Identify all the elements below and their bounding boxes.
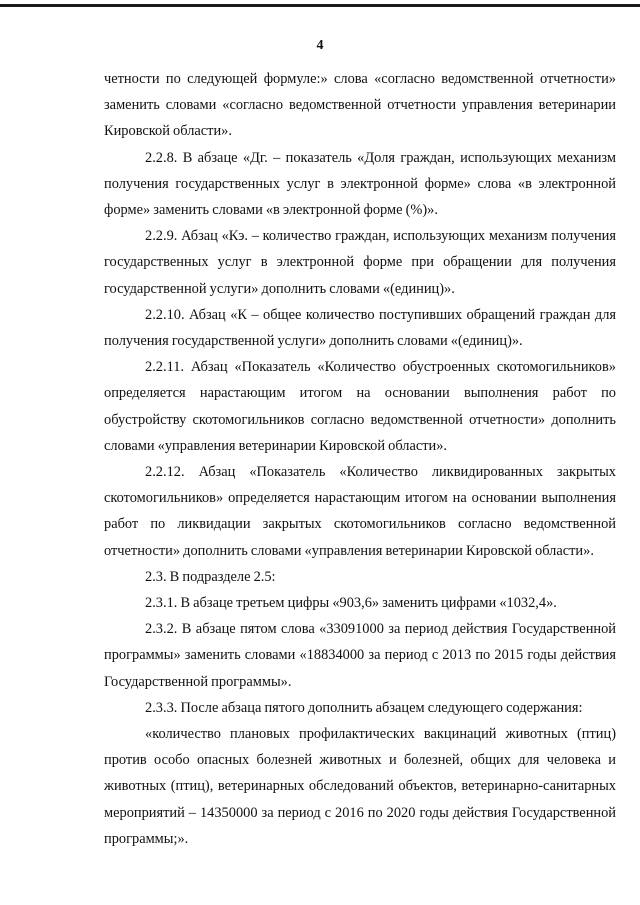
paragraph-2-2-9: 2.2.9. Абзац «Кэ. – количество граждан, использующих механизм получения государственных услуг в электронной форме при обращении для получения государственной услуги» дополнить словами «(единиц)». <box>104 228 616 297</box>
paragraph-2-3-1: 2.3.1. В абзаце третьем цифры «903,6» заменить цифрами «1032,4». <box>145 595 557 612</box>
paragraph-2-3-3: 2.3.3. После абзаца пятого дополнить абзацем следующего содержания: <box>145 699 583 716</box>
page-number: 4 <box>316 38 324 53</box>
paragraph-2-2-12: 2.2.12. Абзац «Показатель «Количество ликвидированных закрытых скотомогильников» определяется нарастающим итогом на основании выполнения работ по ликвидации закрытых скотомогильников согласно ведомственной отчетности» дополнить словами «управления ветеринарии Кировской области». <box>104 464 616 559</box>
document-body <box>104 66 616 852</box>
paragraph-2-2-8: 2.2.8. В абзаце «Дг. – показатель «Доля граждан, использующих механизм получения государственных услуг в электронной форме» слова «в электронной форме» заменить словами «в электронной форме (%)». <box>104 149 616 219</box>
top-border-line <box>0 4 640 7</box>
paragraph-2-2-11: 2.2.11. Абзац «Показатель «Количество обустроенных скотомогильников» определяется нарастающим итогом на основании выполнения работ по обустройству скотомогильников согласно ведомственной отчетности» дополнить словами «управления ветеринарии Кировской области». <box>104 359 616 454</box>
paragraph-2-3: 2.3. В подразделе 2.5: <box>145 568 276 585</box>
paragraph-2-3-2: 2.3.2. В абзаце пятом слова «33091000 за период действия Государственной программы» заменить словами «18834000 за период с 2013 по 2015 годы действия Государственной программы». <box>104 621 616 690</box>
paragraph-continuation: четности по следующей формуле:» слова «согласно ведомственной отчетности» заменить словами «согласно ведомственной отчетности управления ветеринарии Кировской области». <box>104 71 616 140</box>
paragraph-2-2-10: 2.2.10. Абзац «К – общее количество поступивших обращений граждан для получения государственной услуги» дополнить словами «(единиц)». <box>104 306 616 350</box>
paragraph-quoted-insert: «количество плановых профилактических вакцинаций животных (птиц) против особо опасных болезней животных и болезней, общих для человека и животных (птиц), ветеринарных обследований объектов, ветеринарно-санитарных мероприятий – 14350000 за период с 2016 по 2020 годы действия Государственной программы;». <box>104 726 616 847</box>
